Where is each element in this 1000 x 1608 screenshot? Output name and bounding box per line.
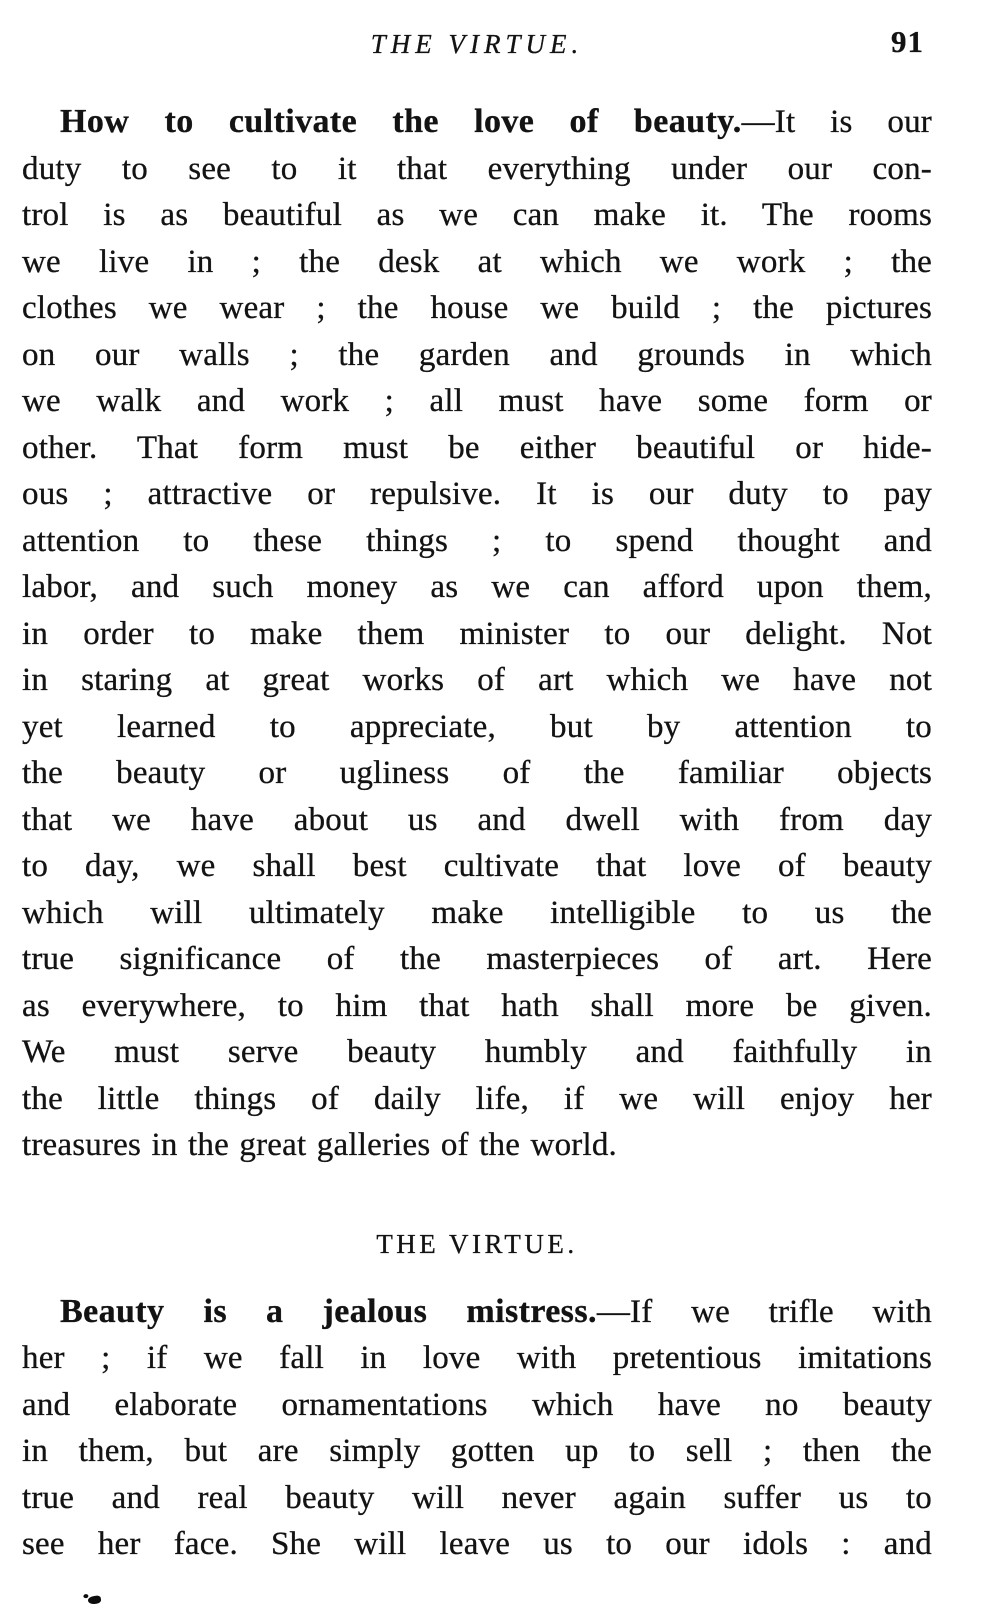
- text-line: duty to see to it that everything under our con-: [22, 150, 932, 187]
- text-line: labor, and such money as we can afford upon them,: [22, 569, 932, 605]
- text-line: in staring at great works of art which we have not: [22, 662, 932, 698]
- ink-speck-artifact: [88, 1595, 102, 1605]
- text-line: yet learned to appreciate, but by attention to: [22, 708, 932, 745]
- paragraph-first-line: Beauty is a jealous mistress.—If we trifle with: [60, 1292, 933, 1330]
- text-line: true and real beauty will never again suffer us to: [22, 1479, 932, 1516]
- text-line: in them, but are simply gotten up to sell ; then the: [22, 1433, 932, 1469]
- text-line: ous ; attractive or repulsive. It is our duty to pay: [22, 476, 932, 512]
- paragraph-beauty-jealous-mistress: [22, 1289, 932, 1568]
- text-line: other. That form must be either beautiful or hide-: [22, 429, 932, 466]
- text-line: on our walls ; the garden and grounds in which: [22, 336, 932, 373]
- text-line: in order to make them minister to our delight. Not: [22, 615, 932, 652]
- text-column: [22, 0, 932, 1568]
- text-line: to day, we shall best cultivate that love of beauty: [22, 848, 932, 884]
- text-line: clothes we wear ; the house we build ; the pictures: [22, 290, 932, 326]
- section-heading: THE VIRTUE.: [376, 1228, 578, 1259]
- text-line: We must serve beauty humbly and faithfully in: [22, 1034, 932, 1070]
- running-header: [22, 0, 932, 61]
- text-line: as everywhere, to him that hath shall more be given.: [22, 987, 932, 1024]
- text-line: attention to these things ; to spend thought and: [22, 522, 932, 559]
- text-line: that we have about us and dwell with from day: [22, 801, 932, 838]
- text-line: the beauty or ugliness of the familiar objects: [22, 755, 932, 791]
- text-line: see her face. She will leave us to our idols : and: [22, 1526, 932, 1562]
- text-line: the little things of daily life, if we will enjoy her: [22, 1080, 932, 1117]
- paragraph-lead-in: How to cultivate the love of beauty.: [60, 103, 742, 140]
- text-line: her ; if we fall in love with pretentious imitations: [22, 1340, 932, 1376]
- text-line: true significance of the masterpieces of art. Here: [22, 941, 932, 977]
- paragraph-lead-in: Beauty is a jealous mistress.: [60, 1292, 597, 1330]
- text-line: we walk and work ; all must have some form or: [22, 383, 932, 419]
- text-line: we live in ; the desk at which we work ; the: [22, 243, 932, 280]
- text-line: which will ultimately make intelligible to us the: [22, 894, 932, 931]
- text-line: trol is as beautiful as we can make it. The rooms: [22, 197, 932, 233]
- page-number: 91: [891, 24, 924, 59]
- text-line: and elaborate ornamentations which have no beauty: [22, 1386, 932, 1423]
- paragraph-how-to-cultivate: [22, 99, 932, 1169]
- text-line: treasures in the great galleries of the world.: [22, 1127, 617, 1163]
- paragraph-first-line: How to cultivate the love of beauty.—It is our: [60, 103, 932, 140]
- running-header-title: THE VIRTUE.: [370, 29, 584, 59]
